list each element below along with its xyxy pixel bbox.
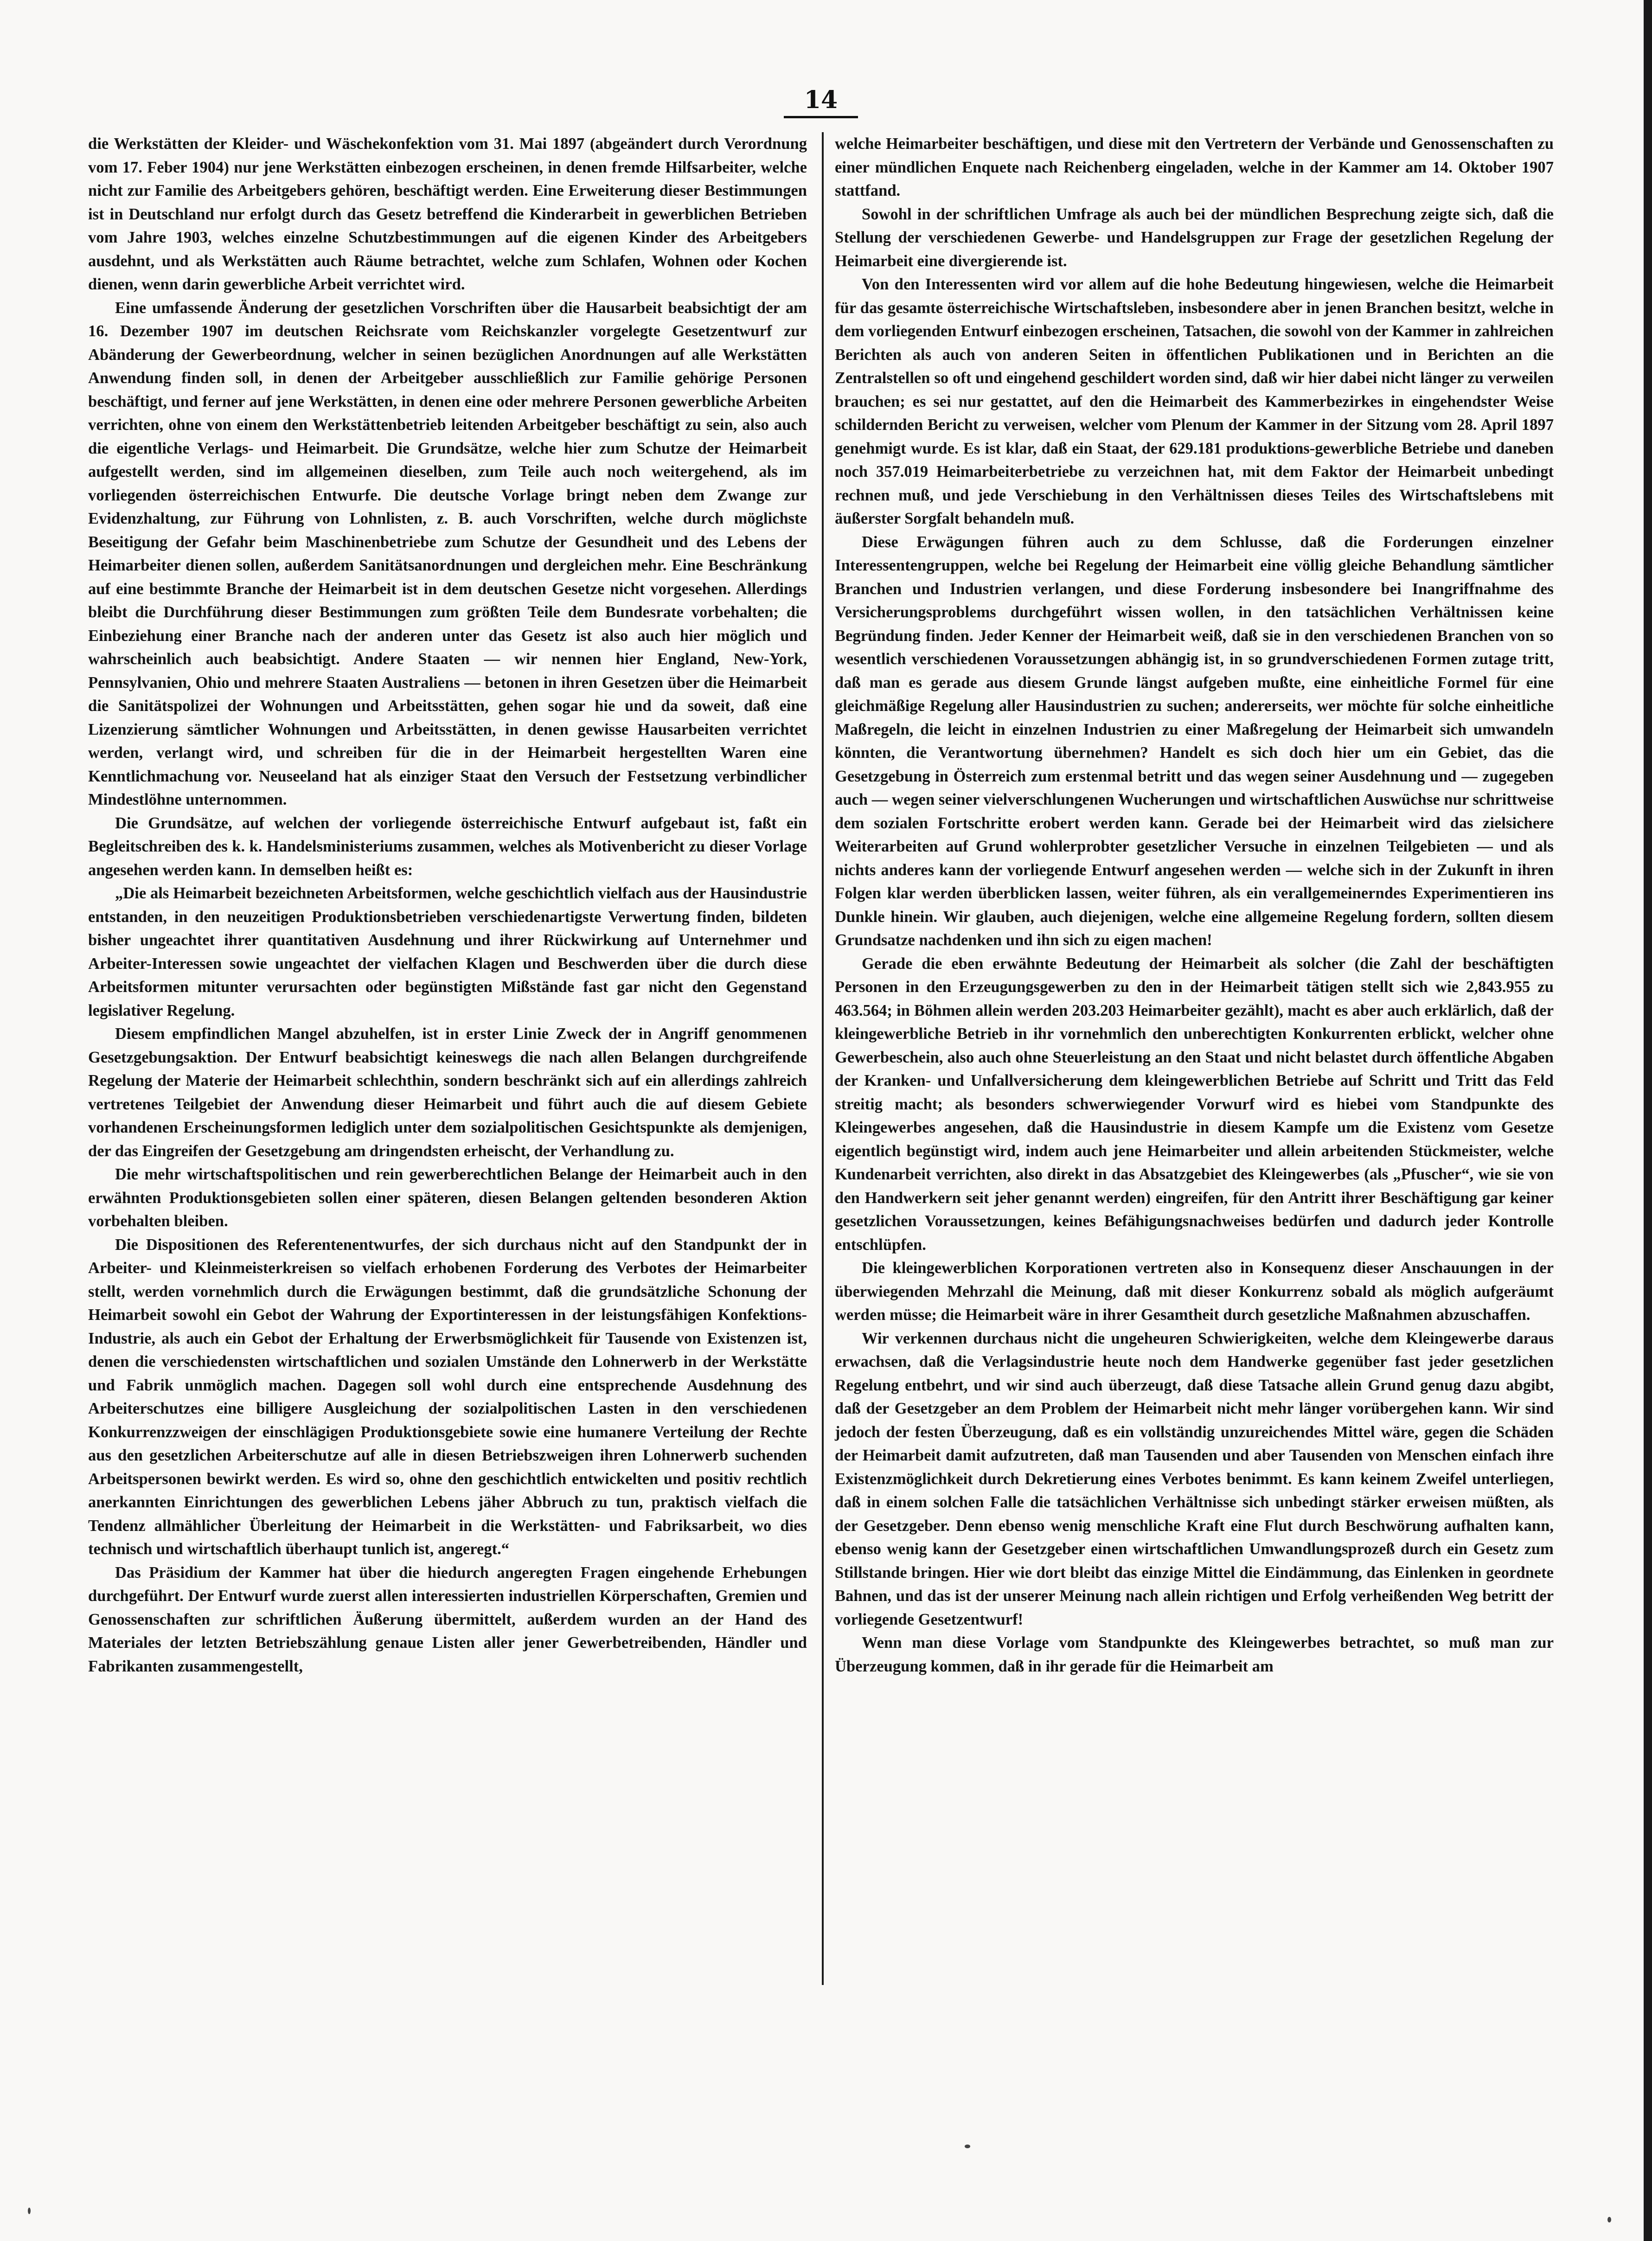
left-quote-paragraph-1: „Die als Heimarbeit bezeichneten Arbeitsformen, welche geschichtlich vielfach aus der Hausindustrie entstanden, in den neuzeitigen Produktionsbetrieben verschiedenartigste Verwertung finden, bildeten bisher ungeachtet ihrer quantitativen Ausdehnung und ihrer Rückwirkung auf Unternehmer und Arbeiter-Interessen sowie ungeachtet der vielfachen Klagen und Beschwerden über die durch diese Arbeitsformen mitunter verursachten oder begünstigten Mißstände fast gar nicht den Gegenstand legislativer Regelung. <box>88 884 807 1019</box>
right-paragraph-7: Wir verkennen durchaus nicht die ungeheuren Schwierigkeiten, welche dem Kleingewerbe daraus erwachsen, daß die Verlagsindustrie heute noch dem Handwerke gegenüber fast jeder gesetzlichen Regelung entbehrt, und wir sind auch überzeugt, daß diese Tatsache allein Grund genug dazu abgibt, daß der Gesetzgeber an dem Problem der Heimarbeit nicht mehr länger vorübergehen kann. Wir sind jedoch der festen Überzeugung, daß es ein vollständig unzureichendes Mittel wäre, gegen die Schäden der Heimarbeit damit aufzutreten, daß man Tausenden und aber Tausenden von Menschen einfach ihre Existenzmöglichkeit durch Dekretierung eines Verbotes benimmt. Es kann keinem Zweifel unterliegen, daß in einem solchen Falle die tatsächlichen Verhältnisse sich unbedingt stärker erweisen müßten, als der Gesetzgeber. Denn ebenso wenig menschliche Kraft eine Flut durch Beschwörung aufhalten kann, ebenso wenig kann der Gesetzgeber einen wirtschaftlichen Umwandlungsprozeß durch ein Gesetz zum Stillstande bringen. Hier wie dort bleibt das einzige Mittel die Eindämmung, das Einlenken in geordnete Bahnen, und das ist der unserer Meinung nach allein richtigen und Erfolg verheißenden Weg betritt der vorliegende Gesetzentwurf! <box>835 1329 1554 1628</box>
left-column <box>88 132 807 1987</box>
right-paragraph-1: welche Heimarbeiter beschäftigen, und diese mit den Vertretern der Verbände und Genossenschaften zu einer mündlichen Enquete nach Reichenberg eingeladen, welche in der Kammer am 14. Oktober 1907 stattfand. <box>835 135 1554 199</box>
left-quote-paragraph-4: Die Dispositionen des Referentenentwurfes, der sich durchaus nicht auf den Standpunkt der in Arbeiter- und Kleinmeisterkreisen so vielfach erhobenen Forderung des Verbotes der Heimarbeiter stellt, werden vornehmlich durch die Erwägungen bestimmt, daß die grundsätzliche Schonung der Heimarbeit sowohl ein Gebot der Wahrung der Exportinteressen in der leistungsfähigen Konfektions-Industrie, als auch ein Gebot der Erhaltung der Erwerbsmöglichkeit für Tausende von Existenzen ist, denen die verschiedensten wirtschaftlichen und sozialen Umstände den Lohnerwerb in der Werkstätte und Fabrik unmöglich machen. Dagegen soll wohl durch eine entsprechende Ausdehnung des Arbeiterschutzes eine billigere Ausgleichung der sozialpolitischen Lasten in den verschiedenen Konkurrenzzweigen der einschlägigen Produktionsgebiete sowie eine humanere Verteilung der Rechte aus den gesetzlichen Arbeiterschutze auf alle in diesen Betriebszweigen ihren Lohnerwerb suchenden Arbeitspersonen bewirkt werden. Es wird so, ohne den geschichtlich entwickelten und positiv rechtlich anerkannten Einrichtungen des gewerblichen Lebens jäher Abbruch zu tun, praktisch vielfach die Tendenz allmählicher Überleitung der Heimarbeit in die Werkstätten- und Fabriksarbeit, wo dies technisch und wirtschaftlich überhaupt tunlich ist, angeregt.“ <box>88 1236 807 1558</box>
left-paragraph-2: Eine umfassende Änderung der gesetzlichen Vorschriften über die Hausarbeit beabsichtigt der am 16. Dezember 1907 im deutschen Reichsrate vom Reichskanzler vorgelegte Gesetzentwurf zur Abänderung der Gewerbeordnung, welcher in seinen bezüglichen Anordnungen auf alle Werkstätten Anwendung finden soll, in denen der Arbeitgeber ausschließlich zur Familie gehörige Personen beschäftigt, und ferner auf jene Werkstätten, in denen eine oder mehrere Personen gewerbliche Arbeiten verrichten, ohne von einem den Werkstättenbetrieb leitenden Arbeitgeber beschäftigt zu sein, also auch die eigentliche Verlags- und Heimarbeit. Die Grundsätze, welche hier zum Schutze der Heimarbeit aufgestellt werden, sind im allgemeinen dieselben, zum Teile auch noch weitergehend, als im vorliegenden österreichischen Entwurfe. Die deutsche Vorlage bringt neben dem Zwange zur Evidenzhaltung, zur Führung von Lohnlisten, z. B. auch Vorschriften, welche durch möglichste Beseitigung der Gefahr beim Maschinenbetriebe zum Schutze der Gesundheit und des Lebens der Heimarbeiter dienen sollen, außerdem Sanitätsanordnungen und dergleichen mehr. Eine Beschränkung auf eine bestimmte Branche der Heimarbeit ist in dem deutschen Gesetze nicht vorgesehen. Allerdings bleibt die Durchführung dieser Bestimmungen zum größten Teile dem Bundesrate vorbehalten; die Einbeziehung einer Branche nach der anderen unter das Gesetz ist also auch hier möglich und wahrscheinlich auch beabsichtigt. Andere Staaten — wir nennen hier England, New-York, Pennsylvanien, Ohio und mehrere Staaten Australiens — betonen in ihren Gesetzen über die Heimarbeit die Sanitätspolizei der Wohnungen und Arbeitsstätten, gehen sogar hie und da soweit, daß eine Lizenzierung sämtlicher Wohnungen und Arbeitsstätten, in denen gewisse Hausarbeiten verrichtet werden, verlangt wird, und schreiben für die in der Heimarbeit hergestellten Waren eine Kenntlichmachung vor. Neuseeland hat als einziger Staat den Versuch der Festsetzung verbindlicher Mindestlöhne unternommen. <box>88 299 807 808</box>
scan-edge <box>1644 0 1652 2241</box>
left-quote-paragraph-2: Diesem empfindlichen Mangel abzuhelfen, ist in erster Linie Zweck der in Angriff genommenen Gesetzgebungsaktion. Der Entwurf beabsichtigt keineswegs die nach allen Belangen durchgreifende Regelung der Materie der Heimarbeit schlechthin, sondern beschränkt sich auf ein allerdings zahlreich vertretenes Teilgebiet der Anwendung dieser Heimarbeit und führt auch die auf diesem Gebiete vorhandenen Erscheinungsformen lediglich unter dem sozialpolitischen Gesichtspunkte als demjenigen, der das Eingreifen der Gesetzgebung am dringendsten erheischt, der Verhandlung zu. <box>88 1025 807 1160</box>
right-paragraph-6: Die kleingewerblichen Korporationen vertreten also in Konsequenz dieser Anschauungen in der überwiegenden Mehrzahl die Meinung, daß mit dieser Konkurrenz sobald als möglich aufgeräumt werden müsse; die Heimarbeit wäre in ihrer Gesamtheit durch gesetzliche Maßnahmen abzuschaffen. <box>835 1259 1554 1324</box>
right-paragraph-5: Gerade die eben erwähnte Bedeutung der Heimarbeit als solcher (die Zahl der beschäftigten Personen in den Erzeugungsgewerben zu den in der Heimarbeit tätigen stellt sich wie 2,843.955 zu 463.564; in Böhmen allein werden 203.203 Heimarbeiter gezählt), macht es aber auch erklärlich, daß der kleingewerbliche Betrieb in ihr vornehmlich den unberechtigten Konkurrenten erblickt, welcher ohne Gewerbeschein, also auch ohne Steuerleistung an den Staat und nicht belastet durch öffentliche Abgaben der Kranken- und Unfallversicherung dem kleingewerblichen Betriebe auf Schritt und Tritt das Feld streitig macht; als besonders schwerwiegender Vorwurf wird es hiebei vom Standpunkte des Kleingewerbes angesehen, daß die Hausindustrie in diesem Kampfe um die Existenz vom Gesetze eigentlich begünstigt wird, indem auch jene Heimarbeiter und allein arbeitenden Stückmeister, welche Kundenarbeit verrichten, also direkt in das Absatzgebiet des Kleingewerbes (als „Pfuscher“, wie sie von den Handwerkern seit jeher genannt werden) eingreifen, für den Antritt ihrer Beschäftigung gar keiner gesetzlichen Voraussetzungen, keines Befähigungsnachweises bedürfen und dadurch jeder Kontrolle entschlüpfen. <box>835 954 1554 1254</box>
right-paragraph-2: Sowohl in der schriftlichen Umfrage als auch bei der mündlichen Besprechung zeigte sich, daß die Stellung der verschiedenen Gewerbe- und Handelsgruppen zur Frage der gesetzlichen Regelung der Heimarbeit eine divergierende ist. <box>835 205 1554 270</box>
scan-speck <box>1607 2217 1611 2222</box>
right-column <box>835 132 1554 1987</box>
column-divider <box>822 132 824 1985</box>
right-paragraph-8: Wenn man diese Vorlage vom Standpunkte des Kleingewerbes betrachtet, so muß man zur Überzeugung kommen, daß in ihr gerade für die Heimarbeit am <box>835 1634 1554 1675</box>
left-quote-paragraph-3: Die mehr wirtschaftspolitischen und rein gewerberechtlichen Belange der Heimarbeit auch in den erwähnten Produktionsgebieten sollen einer späteren, diesen Belangen geltenden besonderen Aktion vorbehalten bleiben. <box>88 1165 807 1230</box>
left-paragraph-3: Die Grundsätze, auf welchen der vorliegende österreichische Entwurf aufgebaut ist, faßt ein Begleitschreiben des k. k. Handelsministeriums zusammen, welches als Motivenbericht zu dieser Vorlage angesehen werden kann. In demselben heißt es: <box>88 814 807 879</box>
right-paragraph-3: Von den Interessenten wird vor allem auf die hohe Bedeutung hingewiesen, welche die Heimarbeit für das gesamte österreichische Wirtschaftsleben, insbesondere aber in jenen Branchen besitzt, welche in dem vorliegenden Entwurf einbezogen erscheinen, Tatsachen, die sowohl von der Kammer in zahlreichen Berichten als auch von anderen Seiten in öffentlichen Publikationen und in Berichten an die Zentralstellen so oft und eingehend geschildert worden sind, daß wir hier dabei nicht länger zu verweilen brauchen; es sei nur gestattet, auf den die Heimarbeit des Kammerbezirkes in eingehendster Weise schildernden Bericht zu verweisen, welcher vom Plenum der Kammer in der Sitzung vom 28. April 1897 genehmigt wurde. Es ist klar, daß ein Staat, der 629.181 produktions-gewerbliche Betriebe und daneben noch 357.019 Heimarbeiterbetriebe zu verzeichnen hat, mit dem Faktor der Heimarbeit unbedingt rechnen muß, und jede Verschiebung in den Verhältnissen dieses Teiles des Wirtschaftslebens mit äußerster Sorgfalt behandeln muß. <box>835 275 1554 527</box>
left-paragraph-8: Das Präsidium der Kammer hat über die hiedurch angeregten Fragen eingehende Erhebungen durchgeführt. Der Entwurf wurde zuerst allen interessierten industriellen Körperschaften, Gremien und Genossenschaften zur schriftlichen Äußerung übermittelt, außerdem wurden an der Hand des Materiales der letzten Betriebszählung genaue Listen aller jener Gewerbetreibenden, Händler und Fabrikanten zusammengestellt, <box>88 1563 807 1675</box>
left-paragraph-1: die Werkstätten der Kleider- und Wäschekonfektion vom 31. Mai 1897 (abgeändert durch Verordnung vom 17. Feber 1904) nur jene Werkstätten einbezogen erscheinen, in denen fremde Hilfsarbeiter, welche nicht zur Familie des Arbeitgebers gehören, beschäftigt werden. Eine Erweiterung dieser Bestimmungen ist in Deutschland nur erfolgt durch das Gesetz betreffend die Kinderarbeit in gewerblichen Betrieben vom Jahre 1903, welches einzelne Schutzbestimmungen auf die eigenen Kinder des Arbeitgebers ausdehnt, und als Werkstätten auch Räume betrachtet, welche zum Schlafen, Wohnen oder Kochen dienen, wenn darin gewerbliche Arbeit verrichtet wird. <box>88 135 807 293</box>
page-number-rule <box>784 116 858 118</box>
right-paragraph-4: Diese Erwägungen führen auch zu dem Schlusse, daß die Forderungen einzelner Interessentengruppen, welche bei Regelung der Heimarbeit eine völlig gleiche Behandlung sämtlicher Branchen und Industrien verlangen, und diese Forderung insbesondere bei Inangriffnahme des Versicherungsproblems durchgeführt wissen wollen, in den tatsächlichen Verhältnissen keine Begründung finden. Jeder Kenner der Heimarbeit weiß, daß sie in den verschiedenen Branchen von so wesentlich verschiedenen Voraussetzungen abhängig ist, in so grundverschiedenen Formen zutage tritt, daß man es gerade aus diesem Grunde längst aufgeben mußte, eine einheitliche Formel für eine gleichmäßige Regelung aller Hausindustrien zu suchen; andererseits, wer möchte für solche einheitliche Maßregeln, die leicht in einzelnen Industrien zu einer Maßregelung der Heimarbeit sich umwandeln könnten, die Verantwortung übernehmen? Handelt es sich doch hier um ein Gebiet, das die Gesetzgebung in Österreich zum erstenmal betritt und das wegen seiner Ausdehnung und — zugegeben auch — wegen seiner vielverschlungenen Wucherungen und wirtschaftlichen Auswüchse nur schrittweise dem sozialen Fortschritte erobert werden kann. Gerade bei der Heimarbeit wird das zielsichere Weiterarbeiten auf Grund wohlerprobter gesetzlicher Versuche in einzelnen Teilgebieten — und als nichts anderes kann der vorliegende Entwurf angesehen werden — welche sich in der Zukunft in ihren Folgen klar werden überblicken lassen, weiter führen, als ein verallgemeinerndes Experimentieren ins Dunkle hinein. Wir glauben, auch diejenigen, welche eine allgemeine Regelung fordern, sollten diesem Grundsatze nachdenken und ihn sich zu eigen machen! <box>835 533 1554 949</box>
page-number: 14 <box>804 86 838 114</box>
scan-speck <box>28 2208 31 2214</box>
scan-speck <box>965 2145 970 2148</box>
